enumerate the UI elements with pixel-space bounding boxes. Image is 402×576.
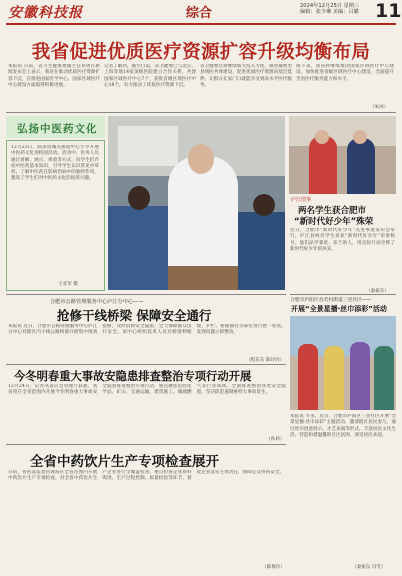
bridge-story-kicker: 合肥市公路管理服务中心庐江分中心—— xyxy=(50,299,144,305)
tcm-story-headline: 全省中药饮片生产专项检查展开 xyxy=(30,454,219,470)
divider xyxy=(6,364,286,365)
divider xyxy=(6,112,396,113)
section-title: 综合 xyxy=(186,6,213,21)
main-story-credit: （朱冰） xyxy=(370,105,389,110)
tcm-class-photo xyxy=(108,116,285,290)
culture-column-text: 12月23日，临泉县城关街道中心小学开展中医药文化进校园活动。活动中，医务人员通过讲解、展示、体验等方式，向学生们介绍中医药基本知识，引导学生认识常见中草药，了解中医药在防病治病中的独特作用，激发了学生们对中医药文化的浓厚兴趣。 xyxy=(11,145,99,182)
safety-story-headline: 今冬明春重大事故安隐患排查整治专项行动开展 xyxy=(14,370,252,383)
main-headline: 我省促进优质医疗资源扩容升级均衡布局 xyxy=(31,42,371,63)
divider xyxy=(6,444,286,445)
divider xyxy=(290,294,396,295)
bridge-story-text: 本报讯 近日，合肥市公路管理服务中心庐江分中心对辖区内干线公路桥梁开展集中排查抢修，及时消除安全隐患，全力保障群众出行安全。该中心组织技术人员对桥梁伸缩缝、护栏、桥面铺装等部位进行逐一检查，发现问题立即整改。 xyxy=(8,324,286,336)
feature-title-line2: “新时代好少年”殊荣 xyxy=(294,217,374,227)
issue-date: 2024年12月25日 星期三 xyxy=(300,3,360,9)
community-story-text: 本报讯 冬来，近日，合肥市庐阳区三里社区开展“全景星播·丝巾添彩”主题活动，邀请辖区居民参与，通过丝巾创意展示、才艺表演等形式，丰富居民文化生活，营造和谐温馨的社区氛围，深受居民欢迎。 xyxy=(290,414,396,438)
bridge-story-credit: （程东东 陈玲玲） xyxy=(246,358,285,363)
feature-section-label: 庐江图事 xyxy=(291,197,312,203)
feature-text: 近日，合肥市“新时代好少年”先进事迹发布会举行，庐江县两名学生喜获“新时代好少年”荣誉称号。他们品学兼优、乐于助人，用实际行动诠释了新时代好少年的风采。 xyxy=(290,228,395,252)
editor-credit: 编辑：张少琳 美编：吕璐 xyxy=(300,9,359,15)
feature-title-line1: 两名学生获合肥市 xyxy=(298,206,367,216)
feature-credit: （秦振东） xyxy=(366,289,389,294)
community-story-headline: 开展“全景星播·丝巾添彩”活动 xyxy=(291,305,387,313)
culture-banner-title: 弘扬中医药文化 xyxy=(17,123,98,135)
tcm-story-text: 日前，省药品监督管理局在全省范围内开展中药饮片生产专项检查，对全省中药饮片生产企业进行全覆盖检查，重点检查企业原料购进、生产过程控制、质量检验等环节，督促企业落实主体责任，保障公众用药安全。 xyxy=(8,470,284,482)
main-story-col3: 省卫健委还将继续加大投入力度，推进紧密型县域医共体建设，促进优质医疗资源向基层延伸，让群众在家门口就能享受到高水平医疗服务。 xyxy=(200,64,292,88)
masthead-logo: 安徽科技报 xyxy=(8,5,83,21)
masthead-rule xyxy=(6,23,396,25)
culture-column-credit: 王亚军 摄 xyxy=(58,282,78,287)
issue-date-info xyxy=(300,3,359,15)
page-number: 11 xyxy=(375,0,402,22)
tcm-story-credit: （陈俊玲） xyxy=(262,565,285,570)
safety-story-text: 12月24日，记者从省应急管理厅获悉，我省将在全省范围内开展今冬明春重大事故安全隐患排查整治专项行动，重点聚焦危险化学品、矿山、交通运输、建筑施工、城镇燃气等行业领域，全面排查整治各类安全隐患，坚决防范遏制重特大事故发生。 xyxy=(8,384,286,396)
community-event-photo xyxy=(290,316,396,410)
main-story-col4: 接下来，我省将继续推动国家区域医疗中心建设，加快推进省级区域医疗中心建设，全面提升全省医疗服务能力和水平。 xyxy=(296,64,394,82)
divider xyxy=(6,294,286,295)
students-photo xyxy=(289,116,396,194)
main-story-col1: 本报讯 日前，省卫生健康委副主任邓勇在新闻发布会上表示，我省在推动优质医疗资源扩容下沉，在推进国家医学中心、国家区域医疗中心建设方面取得积极进展。 xyxy=(8,64,100,88)
safety-story-credit: （孙莉） xyxy=(266,437,285,442)
community-story-credit: （秦振东 闫雪） xyxy=(352,565,386,570)
bridge-story-headline: 抢修干线桥梁 保障安全通行 xyxy=(57,308,212,323)
main-story-col2: 记者了解到，截至目前，省卫健委已与北京、上海等地14家顶级医院建立合作关系，共建国家区域医疗中心7个，获批省级区域医疗中心18个，有力推动了优质医疗资源下沉。 xyxy=(104,64,196,88)
community-story-kicker: 合肥市庐阳区吞若村街道三里社区—— xyxy=(290,298,372,303)
